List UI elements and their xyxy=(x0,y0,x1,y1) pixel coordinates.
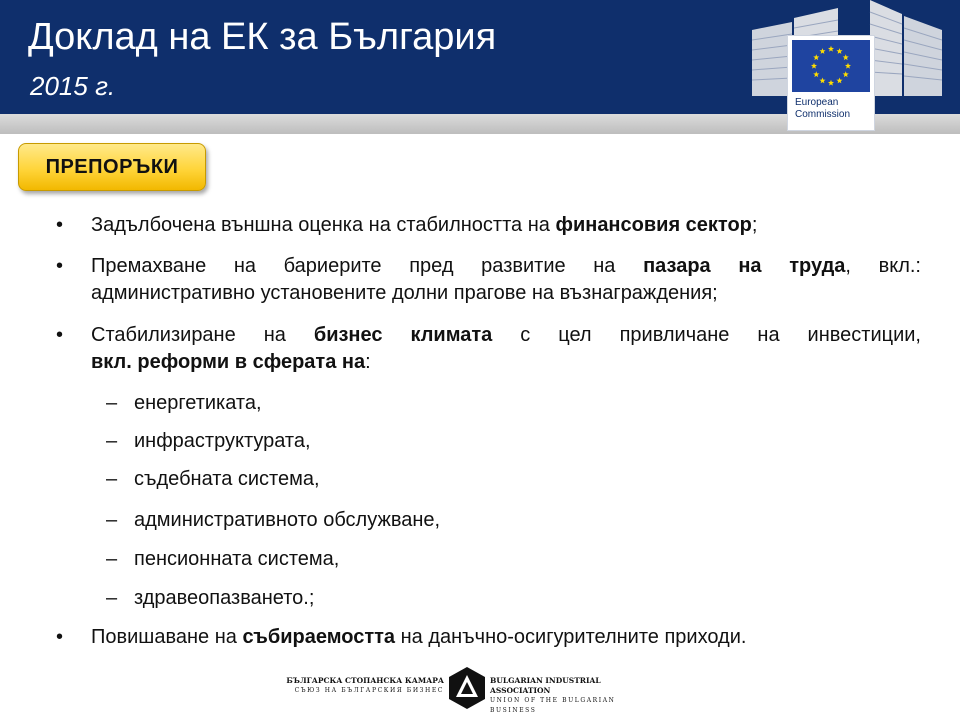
bia-emblem-icon xyxy=(448,666,486,710)
list-item-continuation: административно установените долни прагове на възнаграждения; xyxy=(91,282,718,304)
ec-logo-line1: European xyxy=(795,97,839,108)
item-text: на данъчно-осигурителните приходи. xyxy=(395,626,747,648)
sub-list-item: инфраструктурата, xyxy=(134,430,311,452)
item-text: Повишаване на xyxy=(91,626,243,648)
dash-marker: – xyxy=(106,509,118,531)
recommendations-badge: ПРЕПОРЪКИ xyxy=(18,143,206,191)
item-bold-text: пазара на труда xyxy=(643,255,846,277)
ec-logo-line2: Commission xyxy=(795,109,851,120)
footer-right-line2: UNION OF THE BULGARIAN BUSINESS xyxy=(490,697,616,714)
footer-right-text xyxy=(490,676,640,716)
dash-marker: – xyxy=(106,430,118,452)
slide-subtitle: 2015 г. xyxy=(30,71,116,101)
sub-list-item: здравеопазването.; xyxy=(134,587,315,609)
footer-right-line1: BULGARIAN INDUSTRIAL ASSOCIATION xyxy=(490,676,601,695)
list-item xyxy=(91,212,921,238)
bullet-marker: • xyxy=(56,324,64,346)
item-bold-text: вкл. реформи в сферата на xyxy=(91,351,366,373)
item-text: : xyxy=(365,351,371,373)
bullet-marker: • xyxy=(56,214,64,236)
sub-list-item: енергетиката, xyxy=(134,392,262,414)
list-item xyxy=(91,624,921,650)
bullet-marker: • xyxy=(56,255,64,277)
dash-marker: – xyxy=(106,392,118,414)
item-bold-text: събираемостта xyxy=(242,626,396,648)
item-text: Стабилизиране на xyxy=(91,324,314,346)
slide-title: Доклад на ЕК за България xyxy=(28,16,497,58)
sub-list-item: съдебната система, xyxy=(134,468,320,490)
dash-marker: – xyxy=(106,587,118,609)
sub-list-item: пенсионната система, xyxy=(134,548,340,570)
list-item xyxy=(91,322,921,348)
item-bold-text: бизнес климата xyxy=(313,324,493,346)
dash-marker: – xyxy=(106,548,118,570)
footer-left-line2: СЪЮЗ НА БЪЛГАРСКИЯ БИЗНЕС xyxy=(294,687,444,694)
footer-left-text xyxy=(282,676,444,696)
list-item-continuation xyxy=(91,349,921,375)
item-text: с цел привличане на инвестиции, xyxy=(492,324,921,346)
footer-logo-bar xyxy=(282,666,632,714)
item-text: , вкл.: xyxy=(845,255,921,277)
dash-marker: – xyxy=(106,468,118,490)
bullet-marker: • xyxy=(56,626,64,648)
list-item xyxy=(91,253,921,279)
item-text: Задълбочена външна оценка на стабилността на xyxy=(91,214,556,236)
footer-left-line1: БЪЛГАРСКА СТОПАНСКА КАМАРА xyxy=(286,676,444,685)
item-text: Премахване на бариерите пред развитие на xyxy=(91,255,644,277)
item-text: ; xyxy=(751,214,758,236)
item-bold-text: финансовия сектор xyxy=(555,214,752,236)
sub-list-item: административното обслужване, xyxy=(134,509,441,531)
